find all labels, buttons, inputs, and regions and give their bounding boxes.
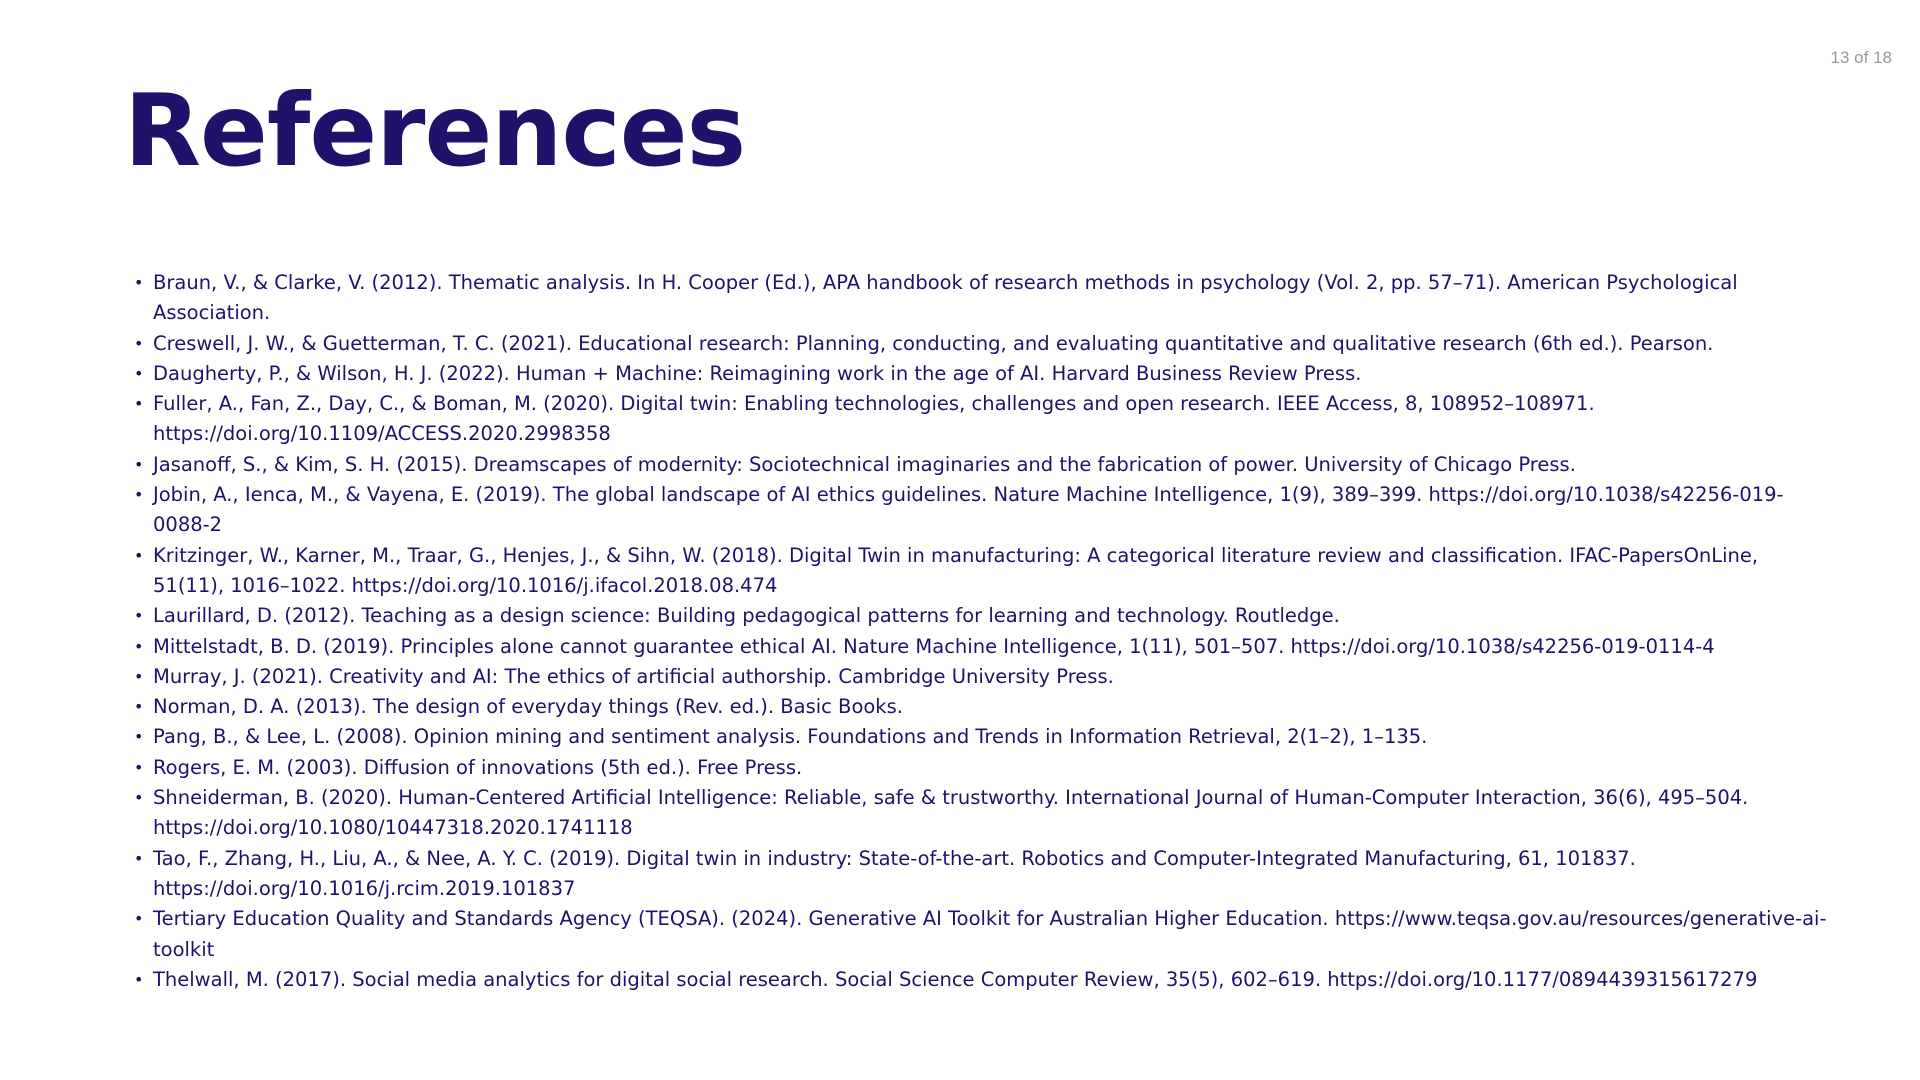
reference-item: • Jobin, A., Ienca, M., & Vayena, E. (2019). The global landscape of AI ethics guidelines. Nature Machine Intelligence, 1(9), 389–399. https://doi.org/10.1038/s42256-019-0088-2 xyxy=(134,480,1834,541)
reference-item: • Thelwall, M. (2017). Social media analytics for digital social research. Social Science Computer Review, 35(5), 602–619. https://doi.org/10.1177/0894439315617279 xyxy=(134,965,1834,995)
reference-item: • Rogers, E. M. (2003). Diffusion of innovations (5th ed.). Free Press. xyxy=(134,753,1834,783)
reference-list xyxy=(134,268,1834,995)
reference-item: • Laurillard, D. (2012). Teaching as a design science: Building pedagogical patterns for learning and technology. Routledge. xyxy=(134,601,1834,631)
reference-item: • Tao, F., Zhang, H., Liu, A., & Nee, A. Y. C. (2019). Digital twin in industry: State-of-the-art. Robotics and Computer-Integrated Manufacturing, 61, 101837. https://doi.org/10.1016/j.rcim.2019.101837 xyxy=(134,844,1834,905)
reference-item: • Braun, V., & Clarke, V. (2012). Thematic analysis. In H. Cooper (Ed.), APA handbook of research methods in psychology (Vol. 2, pp. 57–71). American Psychological Association. xyxy=(134,268,1834,329)
reference-item: • Mittelstadt, B. D. (2019). Principles alone cannot guarantee ethical AI. Nature Machine Intelligence, 1(11), 501–507. https://doi.org/10.1038/s42256-019-0114-4 xyxy=(134,632,1834,662)
reference-item: • Pang, B., & Lee, L. (2008). Opinion mining and sentiment analysis. Foundations and Trends in Information Retrieval, 2(1–2), 1–135. xyxy=(134,722,1834,752)
reference-item: • Murray, J. (2021). Creativity and AI: The ethics of artificial authorship. Cambridge University Press. xyxy=(134,662,1834,692)
reference-item: • Tertiary Education Quality and Standards Agency (TEQSA). (2024). Generative AI Toolkit for Australian Higher Education. https://www.teqsa.gov.au/resources/generative-ai-toolkit xyxy=(134,904,1834,965)
reference-item: • Daugherty, P., & Wilson, H. J. (2022). Human + Machine: Reimagining work in the age of AI. Harvard Business Review Press. xyxy=(134,359,1834,389)
page-counter: 13 of 18 xyxy=(1830,48,1892,67)
reference-item: • Kritzinger, W., Karner, M., Traar, G., Henjes, J., & Sihn, W. (2018). Digital Twin in manufacturing: A categorical literature review and classification. IFAC-PapersOnLine, 51(11), 1016–1022. https://doi.org/10.1016/j.ifacol.2018.08.474 xyxy=(134,541,1834,602)
reference-item: • Creswell, J. W., & Guetterman, T. C. (2021). Educational research: Planning, conducting, and evaluating quantitative and qualitative research (6th ed.). Pearson. xyxy=(134,329,1834,359)
reference-item: • Fuller, A., Fan, Z., Day, C., & Boman, M. (2020). Digital twin: Enabling technologies, challenges and open research. IEEE Access, 8, 108952–108971. https://doi.org/10.1109/ACCESS.2020.2998358 xyxy=(134,389,1834,450)
reference-item: • Shneiderman, B. (2020). Human-Centered Artificial Intelligence: Reliable, safe & trustworthy. International Journal of Human-Computer Interaction, 36(6), 495–504. https://doi.org/10.1080/10447318.2020.1741118 xyxy=(134,783,1834,844)
page-title: References xyxy=(124,72,746,189)
reference-item: • Norman, D. A. (2013). The design of everyday things (Rev. ed.). Basic Books. xyxy=(134,692,1834,722)
reference-item: • Jasanoff, S., & Kim, S. H. (2015). Dreamscapes of modernity: Sociotechnical imaginaries and the fabrication of power. University of Chicago Press. xyxy=(134,450,1834,480)
